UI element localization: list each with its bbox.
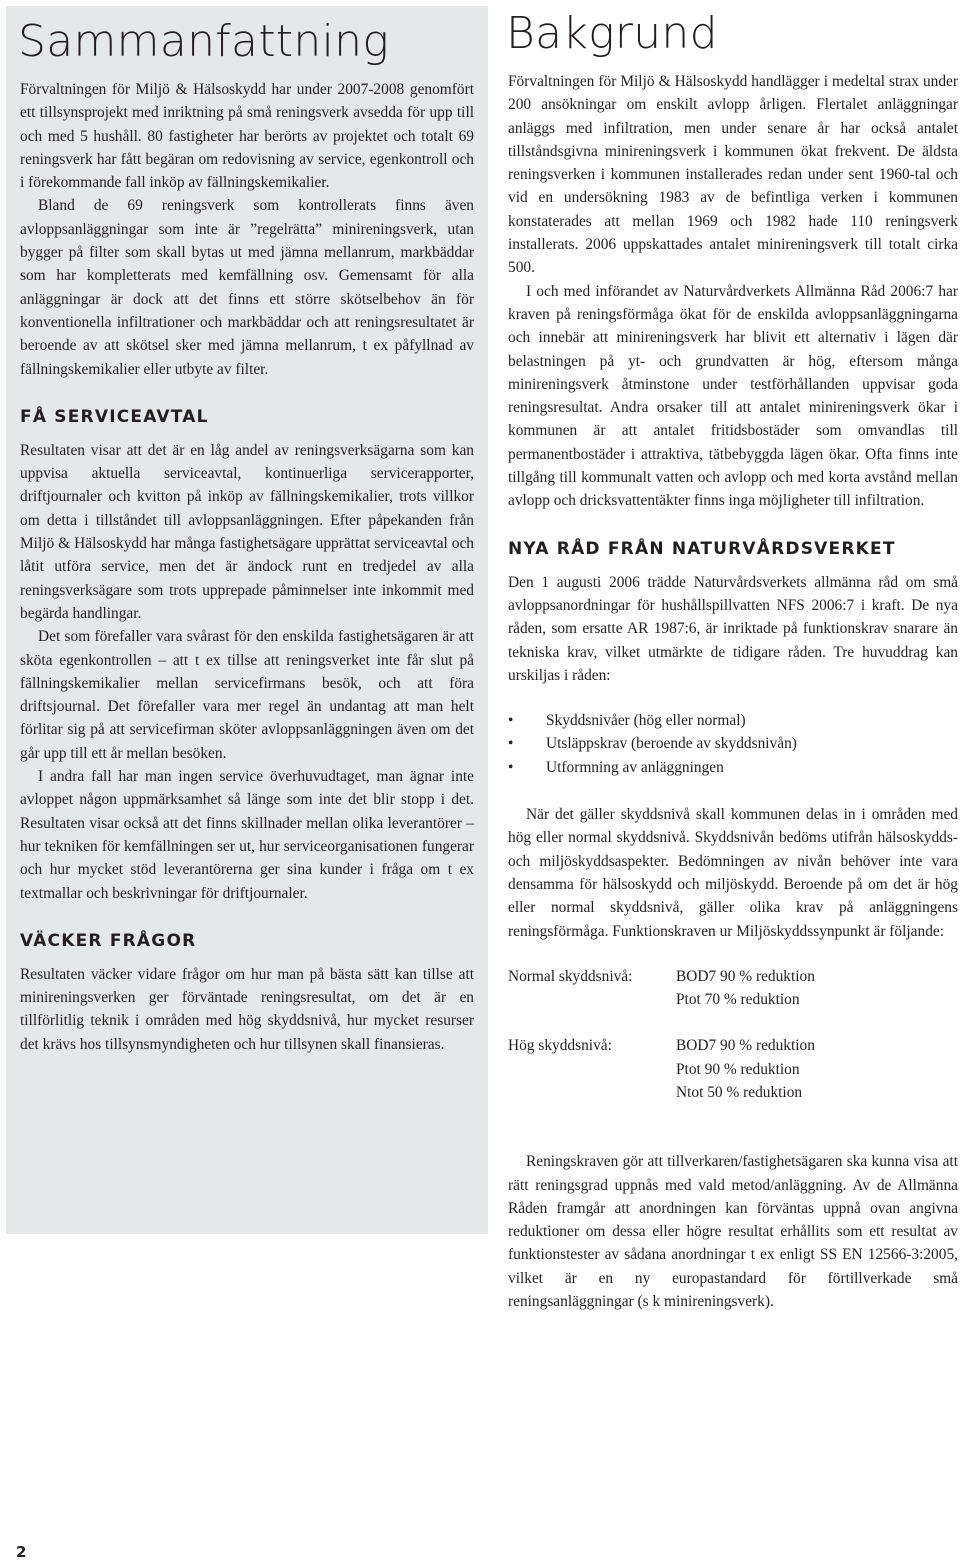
fragor-paragraph: Resultaten väcker vidare frågor om hur man på bästa sätt kan tillse att minireningsverken ger förväntade reningsresultat, om det är en tillförlitlig teknik i områden med hög skyddsnivå, hur mycket resurser det krävs hos tillsynsmyndigheten och hur tillsynen skall finansieras. <box>20 965 474 1053</box>
summary-sidebar <box>6 6 488 1234</box>
list-item: • Utsläppskrav (beroende av skyddsnivån) <box>508 732 958 755</box>
normal-label: Normal skyddsnivå: <box>508 967 633 985</box>
summary-paragraph-1: Förvaltningen för Miljö & Hälsoskydd har under 2007-2008 genomfört ett tillsynsprojekt med inriktning på små reningsverk avsedda för upp till och med 5 hushåll. 80 fastigheter har berörts av projektet och totalt 69 reningsverk har fått begäran om redovisning av service, egenkontroll och i förekommande fall inköp av fällningskemikalier. <box>20 81 474 192</box>
skyddsniva-paragraph: När det gäller skyddsnivå skall kommunen delas in i områden med hög eller normal skyddsnivå. Skyddsnivån bedöms utifrån hälsoskydds- och miljöskyddsaspekter. Bedömningen av nivån behöver inte vara densamma för hälsoskydd och miljöskydd. Beroende på om det är hög eller normal skyddsnivå, gäller olika krav på anläggningens reningsförmåga. Funktionskraven ur Miljöskyddssynpunkt är följande: <box>508 806 958 940</box>
hog-value: BOD7 90 % reduktion <box>676 1037 815 1055</box>
summary-title: Sammanfattning <box>18 16 390 67</box>
reningskrav-paragraph: Reningskraven gör att tillverkaren/fastighetsägaren ska kunna visa att rätt reningsgrad uppnås med vald metod/anläggning. Av de Allmänna Råden framgår att anordningen kan förväntas uppnå ovan angivna reduktioner om dessa eller högre resultat erhållits som ett resultat av funktionstester av sådana anordningar t ex enligt SS EN 12566-3:2005, vilket är en ny europastandard för förtillverkade små reningsanläggningar (s k minireningsverk). <box>508 1153 958 1311</box>
list-item: • Utformning av anläggningen <box>508 756 958 779</box>
normal-value: BOD7 90 % reduktion <box>676 967 815 985</box>
service-paragraph-3: I andra fall har man ingen service överhuvudtaget, man ägnar inte avloppet någon uppmärksamhet så länge som inte det blir stopp i det. Resultaten visar också att det finns skillnader mellan olika leverantörer – hur tekniken för kemfällningen ser ut, hur serviceorganisationen fungerar och hur mycket stöd leverantörerna ger sina kunder i fråga om t ex textmallar och beskrivningar för driftjournaler. <box>20 768 474 902</box>
normal-requirements <box>508 965 958 1012</box>
heading-nya-rad: NYA RÅD FRÅN NATURVÅRDSVERKET <box>508 538 896 559</box>
background-title: Bakgrund <box>506 8 718 59</box>
list-item: • Skyddsnivåer (hög eller normal) <box>508 709 958 732</box>
page-number: 2 <box>16 1543 27 1561</box>
background-column <box>508 6 958 1313</box>
nya-rad-paragraph: Den 1 augusti 2006 trädde Naturvårdsverkets allmänna råd om små avloppsanordningar för hushållspillvatten NFS 2006:7 i kraft. De nya råden, som ersatte AR 1987:6, är inriktade på funktionskrav snarare än tekniska krav, vilket utmärkte de tidigare råden. Tre huvuddrag kan urskiljas i råden: <box>508 573 958 684</box>
hog-requirements <box>508 1034 958 1104</box>
summary-paragraph-2: Bland de 69 reningsverk som kontrollerats finns även avloppsanläggningar som inte är ”regelrätta” minireningsverk, utan bygger på filter som skall bytas ut med jämna mellanrum, markbäddar som har kompletterats med kemfällning osv. Gemensamt för alla anläggningar är dock att det finns ett större skötselbehov än för konventionella infiltrationer och markbäddar och att reningsresultatet är beroende av att skötsel sker med jämna mellanrum, t ex påfyllnad av fällningskemikalier eller utbyte av filter. <box>20 197 474 378</box>
background-paragraph-2: I och med införandet av Naturvårdverkets Allmänna Råd 2006:7 har kraven på reningsförmåga ökat för de enskilda avloppsanläggningarna och innebär att minireningsverk har blivit ett alternativ i lägen där belastningen på yt- och grundvatten är hög, eftersom många minireningsverk åtminstone under testförhållanden uppvisar goda reningsresultat. Andra orsaker till att antalet minireningsverk ökar i kommunen är att antalet fritidsbostäder som omvandlas till permanentbostäder i attraktiva, tätbebyggda lägen ökar. Ofta finns inte tillgång till kommunalt vatten och avlopp och med korta avstånd mellan avlopp och dricksvattentäkter finns inga möjligheter till infiltration. <box>508 282 958 510</box>
heading-fa-serviceavtal: FÅ SERVICEAVTAL <box>20 406 209 427</box>
background-paragraph-1: Förvaltningen för Miljö & Hälsoskydd handlägger i medeltal strax under 200 ansökningar om enskilt avlopp årligen. Flertalet anläggningar anläggs med infiltration, men under senare år har också antalet tillståndsgivna minireningsverk i kommunen ökat frekvent. De äldsta reningsverken i kommunen installerades redan under sent 1960-tal och vid en undersökning 1983 av de befintliga verken i kommunen konstaterades att mellan 1969 och 1982 hade 110 reningsverk installerats. 2006 uppskattades antalet minireningsverk till totalt cirka 500. <box>508 73 958 277</box>
service-paragraph-2: Det som förefaller vara svårast för den enskilda fastighetsägaren är att sköta egenkontrollen – att t ex tillse att reningsverket inte får slut på fällningskemikalier mellan servicefirmans besök, och att föra driftsjournal. Det förefaller vara mer regel än undantag att man helt förlitar sig på att servicefirman sköter avloppsanläggningen även om det går upp till ett år mellan besöken. <box>20 628 474 762</box>
normal-value: Ptot 70 % reduktion <box>676 991 800 1009</box>
hog-value: Ntot 50 % reduktion <box>676 1083 803 1101</box>
hog-label: Hög skyddsnivå: <box>508 1037 612 1055</box>
service-paragraph-1: Resultaten visar att det är en låg andel av reningsverksägarna som kan uppvisa aktuella serviceavtal, kontinuerliga servicerapporter, driftjournaler och kvitton på inköp av fällningskemikalier, trots villkor om detta i tillståndet till avloppsanläggningen. Efter påpekanden från Miljö & Hälsoskydd har många fastighetsägare upprättat serviceavtal och låtit utföra service, men det är ändock runt en tredjedel av alla reningsverksägare som trots upprepade påminnelser inte inkommit med begärda handlingar. <box>20 441 474 622</box>
heading-vacker-fragor: VÄCKER FRÅGOR <box>20 930 197 951</box>
huvuddrag-list <box>508 709 958 779</box>
hog-value: Ptot 90 % reduktion <box>676 1060 800 1078</box>
